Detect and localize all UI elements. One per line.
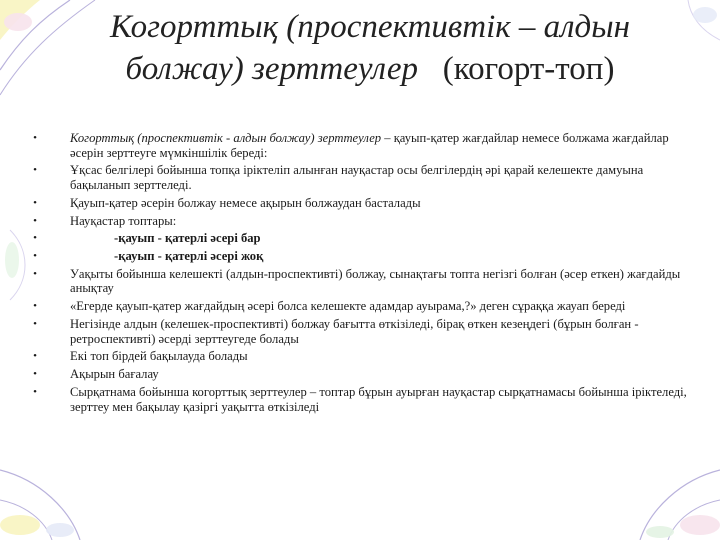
list-item xyxy=(30,131,690,160)
bullet-text: Екі топ бірдей бақылауда болады xyxy=(70,349,248,364)
list-item xyxy=(30,349,690,364)
list-item xyxy=(30,317,690,346)
bullet-icon: • xyxy=(33,164,37,177)
list-item xyxy=(30,299,690,314)
title-line-1: Когорттық (проспективтік – алдын xyxy=(110,9,630,45)
bullet-icon: • xyxy=(33,132,37,144)
list-item xyxy=(30,249,690,264)
bullet-text: Уақыты бойынша келешекті (алдын-проспективті) болжау, сынақтағы топта негізгі болған (әсер еткен) жағдайды анықтау xyxy=(70,266,681,296)
bullet-icon: • xyxy=(33,368,37,381)
title-line-2-plain: (когорт-топ) xyxy=(442,51,615,87)
bullet-text: Ұқсас белгілері бойынша топқа іріктеліп алынған науқастар осы белгілердің әрі қарай келешекте дамуына бақыланып зерттеледі. xyxy=(70,163,644,192)
bullet-icon: • xyxy=(33,214,37,227)
list-item xyxy=(30,385,690,414)
title-line-2 xyxy=(40,48,700,90)
bullet-icon: • xyxy=(33,300,37,313)
bullet-text: Науқастар топтары: xyxy=(70,213,177,228)
bullet-text: -қауып - қатерлі әсері жоқ xyxy=(114,249,264,264)
bullet-text: Сырқатнама бойынша когорттық зерттеулер – топтар бұрын ауырған науқастар сырқатнамасы бойынша іріктеледі, зерттеу мен бақылау қазіргі уақытта өткізіледі xyxy=(70,384,687,414)
bullet-icon: • xyxy=(33,385,37,398)
list-item xyxy=(30,214,690,229)
bullet-text: Ақырын бағалау xyxy=(70,367,159,382)
bullet-icon: • xyxy=(33,267,37,280)
bullet-text: -қауып - қатерлі әсері бар xyxy=(114,231,261,246)
list-item xyxy=(30,163,690,192)
slide-title xyxy=(40,6,700,90)
bullet-text: – қауып-қатер жағдайлар немесе болжама жағдайлар әсерін зерттеуге мүмкіншілік береді: xyxy=(70,131,669,160)
bullet-icon: • xyxy=(33,350,37,363)
list-item xyxy=(30,196,690,211)
bullet-list xyxy=(30,131,690,417)
title-line-2-italic: болжау) зерттеулер xyxy=(125,51,419,87)
list-item xyxy=(30,367,690,382)
bullet-icon: • xyxy=(33,250,37,263)
bullet-icon: • xyxy=(33,318,37,331)
bullet-text: Қауып-қатер әсерін болжау немесе ақырын болжаудан басталады xyxy=(70,195,421,210)
list-item xyxy=(30,231,690,246)
bullet-icon: • xyxy=(33,232,37,245)
bullet-emphasis: Когорттық (проспективтік - алдын болжау) зерттеулер xyxy=(70,131,382,145)
list-item xyxy=(30,267,690,296)
bullet-text: «Егерде қауып-қатер жағдайдың әсері болса келешекте адамдар ауырама,?» деген сұраққа жауап береді xyxy=(70,299,626,314)
bullet-text: Негізінде алдын (келешек-проспективті) болжау бағытта өткізіледі, бірақ өткен кезеңдегі (бұрын болған - ретроспективті) әсерді зерттеугеде болады xyxy=(70,317,639,346)
bullet-icon: • xyxy=(33,196,37,209)
